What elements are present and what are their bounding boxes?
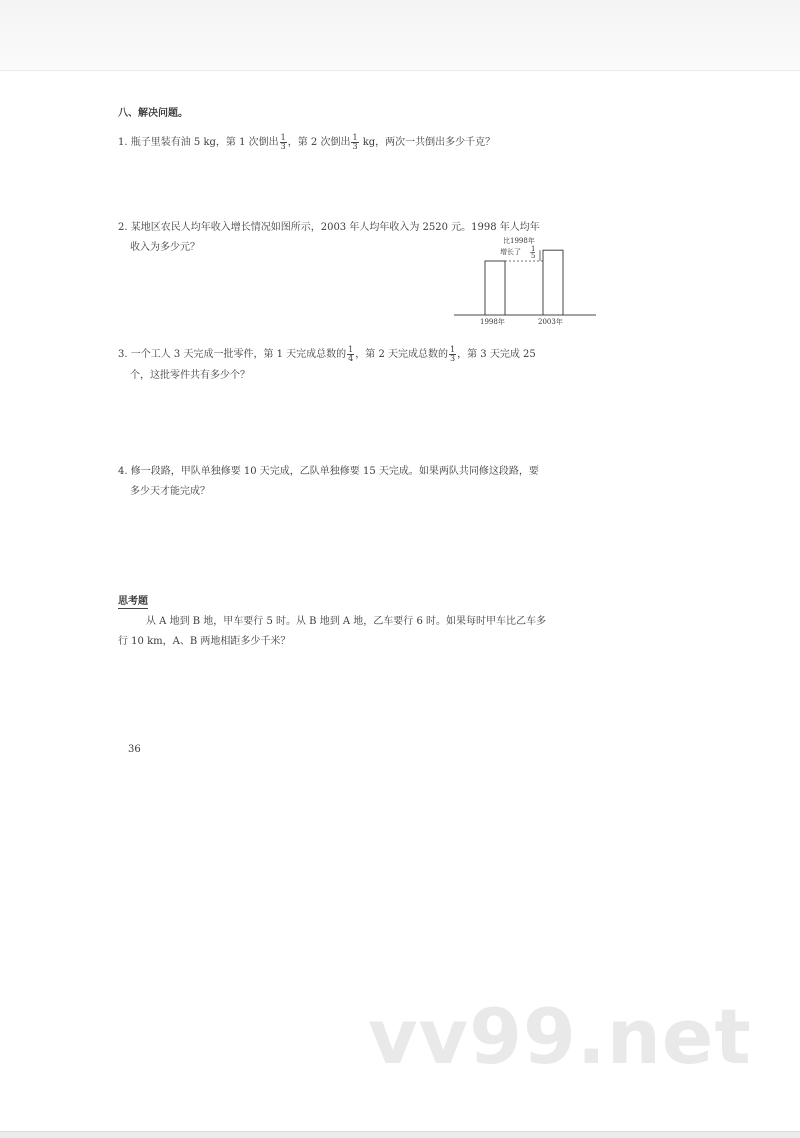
question-1 — [118, 134, 495, 151]
q3-text-mid: ，第 2 天完成总数的 — [355, 349, 448, 360]
page-number: 36 — [128, 744, 141, 755]
annotation-fraction-numerator: 1 — [531, 245, 536, 253]
q1-text-post: kg，两次一共倒出多少千克？ — [359, 137, 496, 148]
think-line-1: 从 A 地到 B 地，甲车要行 5 时。从 B 地到 A 地，乙车要行 6 时。如果每时甲车比乙车多 — [146, 616, 547, 627]
q1-fraction-2: $\frac{1}{3}$ — [352, 133, 358, 151]
watermark-logo: vv99.net — [368, 992, 752, 1081]
q3-text-pre: 3. 一个工人 3 天完成一批零件，第 1 天完成总数的 — [118, 349, 347, 360]
category-label-2003: 2003年 — [538, 318, 563, 326]
category-label-1998: 1998年 — [480, 318, 505, 326]
q1-text-pre: 1. 瓶子里装有油 5 kg，第 1 次倒出 — [118, 137, 279, 148]
question-4-line-2: 多少天才能完成？ — [130, 486, 210, 497]
question-3-line-2: 个，这批零件共有多少个？ — [130, 370, 250, 381]
annotation-fraction-denominator: 5 — [531, 252, 536, 260]
annotation-line-1: 比1998年 — [503, 237, 535, 245]
q1-fraction-1: $\frac{1}{3}$ — [280, 133, 286, 151]
q1-text-mid: ，第 2 次倒出 — [287, 137, 351, 148]
q3-text-post: ，第 3 天完成 25 — [457, 349, 536, 360]
annotation-line-2: 增长了 — [500, 248, 521, 256]
question-2-line-2: 收入为多少元？ — [130, 242, 200, 253]
income-bar-chart — [450, 232, 600, 330]
bar-2003 — [543, 250, 563, 315]
bar-1998 — [485, 261, 505, 315]
think-line-2: 行 10 km，A、B 两地相距多少千米？ — [118, 636, 291, 647]
q3-fraction-2: $\frac{1}{3}$ — [450, 345, 456, 363]
think-title: 思考题 — [118, 596, 148, 607]
q3-fraction-1: $\frac{1}{4}$ — [348, 345, 354, 363]
question-3-line-1 — [118, 346, 536, 363]
section-title: 八、解决问题。 — [118, 108, 188, 119]
question-2-line-1: 2. 某地区农民人均年收入增长情况如图所示，2003 年人均年收入为 2520 元。1998 年人均年 — [118, 222, 540, 233]
question-4-line-1: 4. 修一段路，甲队单独修要 10 天完成，乙队单独修要 15 天完成。如果两队共同修这段路，要 — [118, 466, 539, 477]
